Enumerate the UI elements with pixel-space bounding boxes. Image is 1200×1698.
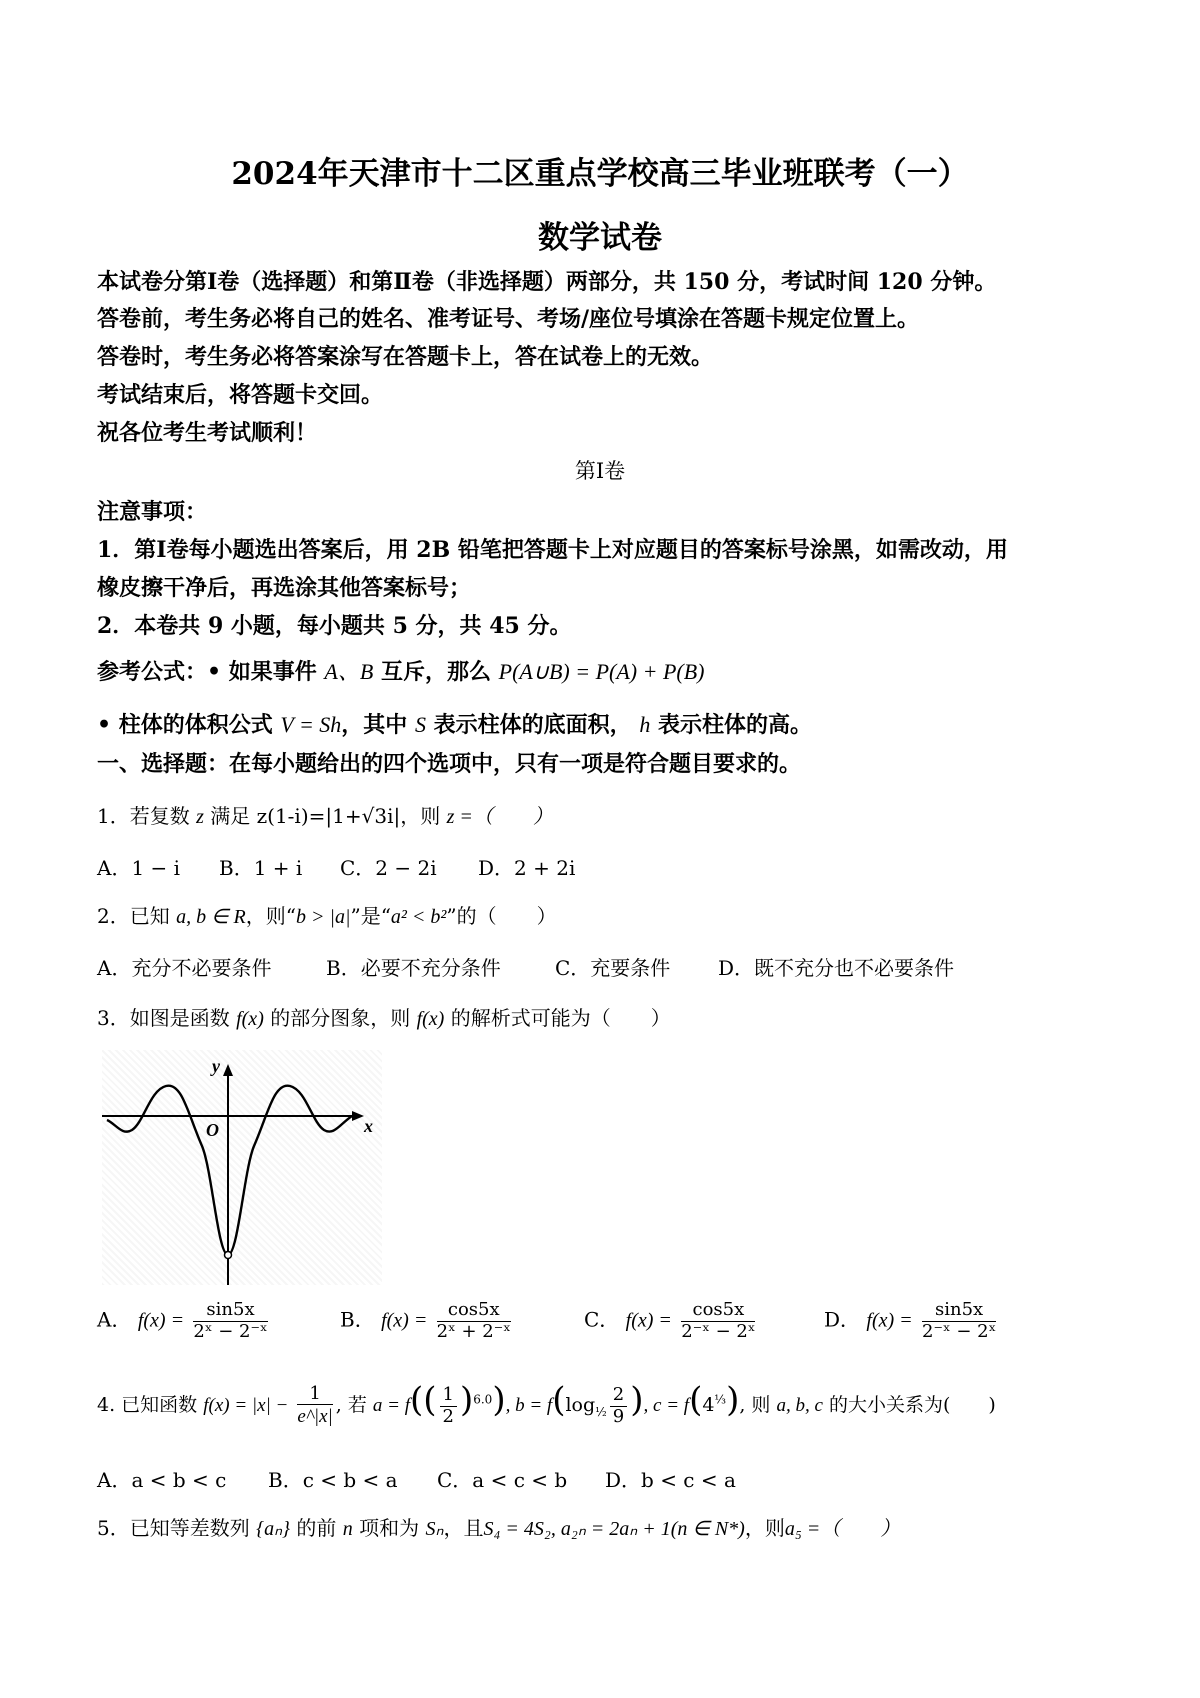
q4-log-num: 2 <box>610 1385 627 1407</box>
q1-ask: z =（ ） <box>446 806 553 828</box>
q4-option-a: A．a < b < c <box>97 1468 227 1492</box>
q4-half <box>440 1385 457 1427</box>
q2-cond-1: b > |a| <box>295 906 351 928</box>
q3-option-d-frac <box>922 1300 996 1342</box>
formula-1-prefix: 参考公式：• 如果事件 <box>97 659 317 685</box>
q4-option-c: C．a < c < b <box>437 1468 568 1492</box>
q3-stem-a: 3．如图是函数 <box>97 1006 230 1030</box>
q5-n: n <box>342 1518 353 1540</box>
part-heading: 一、选择题：在每小题给出的四个选项中，只有一项是符合题目要求的。 <box>97 751 802 777</box>
intro-line-3: 答卷时，考生务必将答案涂写在答题卡上，答在试卷上的无效。 <box>97 344 714 370</box>
q3-option-a-lhs: f(x) = <box>137 1309 185 1332</box>
notice-heading: 注意事项： <box>97 499 208 525</box>
q4-stem-a: 4. 已知函数 <box>97 1394 198 1416</box>
q1-equation: z(1-i)=|1+√3i| <box>256 804 401 828</box>
formula-1-mid: 互斥，那么 <box>380 659 491 685</box>
intro-line-2: 答卷前，考生务必将自己的姓名、准考证号、考场/座位号填涂在答题卡规定位置上。 <box>97 306 920 332</box>
q4-c-exp: ⅓ <box>714 1392 727 1407</box>
q3-option-d-lhs: f(x) = <box>866 1309 913 1332</box>
q2-stem-a: 2．已知 <box>97 904 170 928</box>
formula-2-s: S <box>414 712 426 737</box>
q3-option-c-label: C． <box>584 1307 620 1332</box>
question-4 <box>97 1380 996 1428</box>
q1-option-c: C．2 − 2i <box>340 856 437 880</box>
q3-option-a-num: sin5x <box>193 1300 267 1322</box>
q3-fx-2: f(x) <box>416 1008 445 1030</box>
q3-option-d <box>824 1300 999 1342</box>
q4-option-d: D．b < c < a <box>605 1468 736 1492</box>
q3-option-b-frac <box>437 1300 511 1342</box>
q2-vars: a, b ∈ R <box>176 906 246 928</box>
q4-half-den: 2 <box>442 1405 454 1427</box>
q2-stem-b: ，则“ <box>245 904 296 928</box>
function-graph-svg <box>102 1050 382 1285</box>
q4-frac-num: 1 <box>297 1384 332 1406</box>
q3-option-c-frac <box>681 1300 755 1342</box>
notice-2: 2．本卷共 9 小题，每小题共 5 分，共 45 分。 <box>97 613 572 639</box>
q4-c-base: 4 <box>702 1394 715 1416</box>
exam-subtitle: 数学试卷 <box>538 220 662 256</box>
q4-paren-open-1: (( <box>409 1380 437 1420</box>
q1-stem-c: ，则 <box>400 804 441 828</box>
formula-2-mid2: 表示柱体的底面积， <box>433 712 632 738</box>
q4-half-num: 1 <box>440 1385 457 1407</box>
q5-stem-c: 项和为 <box>359 1516 420 1540</box>
x-axis-arrow <box>352 1111 364 1121</box>
q3-option-d-den: 2⁻ˣ − 2ˣ <box>922 1320 997 1342</box>
section-label: 第Ⅰ卷 <box>574 459 626 483</box>
q3-fx: f(x) <box>236 1008 264 1030</box>
q5-stem-d: ，且 <box>443 1516 484 1540</box>
q2-cond-2: a² < b² <box>390 906 447 928</box>
q4-paren-close-2: ) <box>492 1380 506 1420</box>
formula-line-2 <box>97 708 812 739</box>
question-5 <box>97 1512 900 1541</box>
q5-stem-a: 5．已知等差数列 <box>97 1516 250 1540</box>
q4-frac-den: e^|x| <box>297 1406 333 1428</box>
q3-option-a-frac <box>193 1300 267 1342</box>
q5-stem-b: 的前 <box>296 1516 337 1540</box>
formula-2-h: h <box>639 712 651 737</box>
q5-seq: {aₙ} <box>256 1518 291 1540</box>
q3-stem-c: 的解析式可能为（ ） <box>450 1006 671 1030</box>
formula-line-1 <box>97 655 704 686</box>
q5-cond: S₄ = 4S₂, a₂ₙ = 2aₙ + 1(n ∈ N*) <box>483 1518 745 1540</box>
q4-stem-c: , 则 <box>739 1394 771 1416</box>
q4-paren-close-3: ) <box>630 1380 644 1420</box>
q4-paren-close-4: ) <box>726 1380 740 1420</box>
q2-option-c: C．充要条件 <box>555 956 671 980</box>
min-point <box>225 1252 232 1259</box>
y-label: y <box>212 1056 220 1076</box>
q4-stem-d: 的大小关系为( ) <box>828 1394 996 1416</box>
q4-c-def: , c = f <box>643 1395 690 1416</box>
q4-log-frac <box>610 1385 627 1427</box>
q1-option-b: B．1 + i <box>219 856 303 880</box>
q1-option-d: D．2 + 2i <box>478 856 576 880</box>
q4-a-def: a = f <box>372 1395 410 1416</box>
q4-log-den: 9 <box>612 1405 625 1427</box>
q5-ask: a₅ =（ ） <box>784 1518 901 1540</box>
q3-option-c-num: cos5x <box>681 1300 755 1322</box>
origin-label: O <box>206 1120 219 1140</box>
q3-option-d-label: D． <box>824 1307 861 1332</box>
q3-option-b <box>340 1300 514 1342</box>
q3-option-c-den: 2⁻ˣ − 2ˣ <box>681 1320 756 1342</box>
intro-line-5: 祝各位考生考试顺利！ <box>97 420 318 446</box>
formula-2-expr: V = Sh <box>280 712 342 737</box>
q3-option-c-lhs: f(x) = <box>625 1309 672 1332</box>
q5-sn: Sₙ <box>425 1518 444 1540</box>
q2-option-a: A．充分不必要条件 <box>97 956 272 980</box>
q2-stem-d: ”的（ ） <box>446 904 557 928</box>
q4-a-exp: 6.0 <box>473 1392 493 1407</box>
q3-stem-b: 的部分图象，则 <box>270 1006 411 1030</box>
q3-option-a <box>97 1300 271 1342</box>
q4-paren-open-4: ( <box>689 1380 703 1420</box>
q4-paren-open-3: ( <box>552 1380 566 1420</box>
formula-1-events: A、B <box>324 659 374 684</box>
q1-var-z: z <box>196 806 204 828</box>
q2-stem-c: ”是“ <box>350 904 391 928</box>
question-1 <box>97 800 553 829</box>
q3-option-b-num: cos5x <box>437 1300 511 1322</box>
q4-fx: f(x) = |x| − <box>203 1395 289 1416</box>
q3-option-a-label: A． <box>97 1307 132 1332</box>
q3-option-b-label: B． <box>340 1307 375 1332</box>
y-axis-arrow <box>223 1064 233 1076</box>
intro-line-4: 考试结束后，将答题卡交回。 <box>97 382 384 408</box>
formula-1-expr: P(A∪B) = P(A) + P(B) <box>498 659 705 684</box>
function-graph <box>102 1050 382 1285</box>
q4-log-base: ½ <box>595 1404 607 1419</box>
q5-stem-e: ，则 <box>744 1516 785 1540</box>
q4-frac <box>297 1384 332 1429</box>
question-3 <box>97 1002 671 1031</box>
q1-option-a: A．1 − i <box>97 856 181 880</box>
q2-option-b: B．必要不充分条件 <box>326 956 501 980</box>
notice-1b: 橡皮擦干净后，再选涂其他答案标号； <box>97 575 472 601</box>
q3-option-d-num: sin5x <box>922 1300 996 1322</box>
q3-option-b-lhs: f(x) = <box>381 1309 428 1332</box>
q3-option-c <box>584 1300 758 1342</box>
q2-option-d: D．既不充分也不必要条件 <box>718 956 955 980</box>
q1-stem-a: 1．若复数 <box>97 804 190 828</box>
notice-1a: 1．第Ⅰ卷每小题选出答案后，用 2B 铅笔把答题卡上对应题目的答案标号涂黑，如需改动，用 <box>97 537 1008 563</box>
q4-log: log <box>565 1394 596 1416</box>
q4-paren-close-1: ) <box>459 1380 474 1420</box>
q4-stem-b: , 若 <box>335 1394 367 1416</box>
question-2 <box>97 900 557 929</box>
q1-stem-b: 满足 <box>210 804 251 828</box>
exam-title: 2024年天津市十二区重点学校高三毕业班联考（一） <box>231 156 969 192</box>
q3-option-b-den: 2ˣ + 2⁻ˣ <box>436 1320 511 1342</box>
q4-option-b: B．c < b < a <box>268 1468 398 1492</box>
formula-2-mid: ，其中 <box>341 712 408 738</box>
intro-line-1: 本试卷分第Ⅰ卷（选择题）和第Ⅱ卷（非选择题）两部分，共 150 分，考试时间 120 分钟。 <box>97 269 997 295</box>
formula-2-end: 表示柱体的高。 <box>658 712 813 738</box>
q4-b-def: , b = f <box>505 1395 553 1416</box>
x-label: x <box>364 1116 373 1136</box>
q4-vars: a, b, c <box>776 1395 823 1416</box>
formula-2-prefix: • 柱体的体积公式 <box>97 712 273 738</box>
q3-option-a-den: 2ˣ − 2⁻ˣ <box>193 1320 268 1342</box>
function-curve <box>107 1086 352 1255</box>
